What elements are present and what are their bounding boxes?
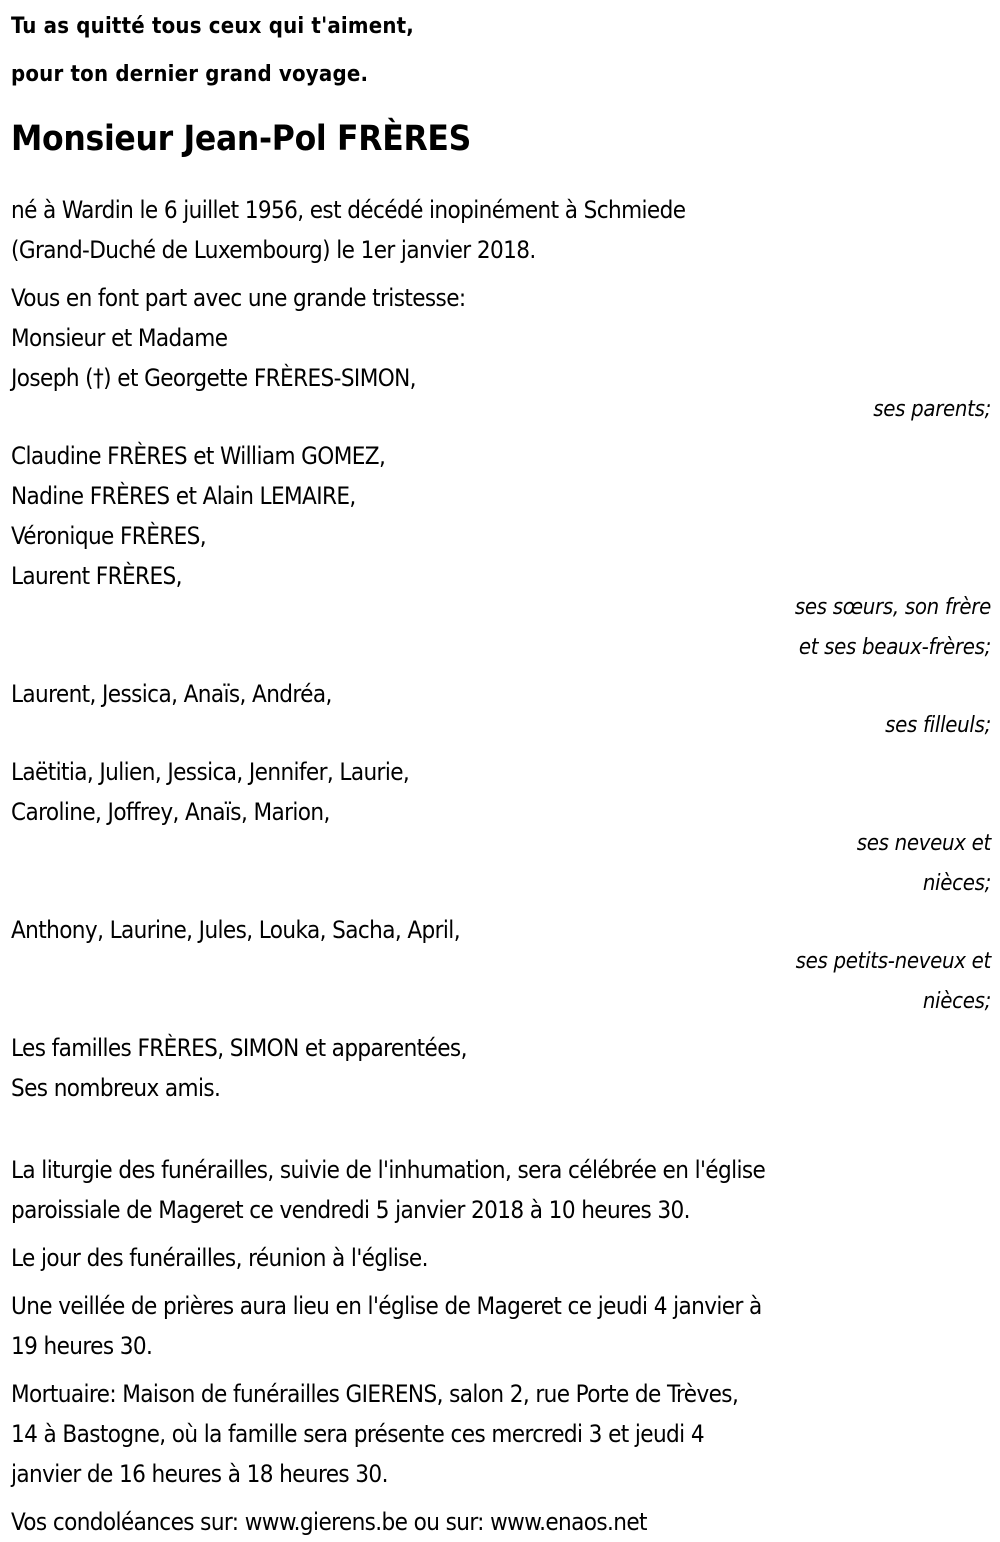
liturgy-line: La liturgie des funérailles, suivie de l'inhumation, sera célébrée en l'église bbox=[11, 1156, 766, 1184]
family-name-line: Laurent, Jessica, Anaïs, Andréa, bbox=[11, 680, 332, 708]
prayer-vigil bbox=[11, 1286, 991, 1366]
relation-line: et ses beaux-frères; bbox=[798, 635, 991, 660]
condolences-middle: ou sur: bbox=[407, 1508, 491, 1536]
birth-death-details bbox=[11, 190, 991, 270]
family-group-siblings bbox=[11, 436, 991, 596]
mortuary-line: janvier de 16 heures à 18 heures 30. bbox=[11, 1460, 388, 1488]
family-group-parents bbox=[11, 318, 991, 398]
condolences-line bbox=[11, 1502, 991, 1542]
relation-line: ses neveux et bbox=[856, 831, 991, 856]
announcement-line: Vous en font part avec une grande tristesse: bbox=[11, 284, 466, 312]
intro-line-2: (Grand-Duché de Luxembourg) le 1er janvier 2018. bbox=[11, 236, 536, 264]
deceased-name-title: Monsieur Jean-Pol FRÈRES bbox=[11, 119, 471, 159]
family-name-line: Joseph (†) et Georgette FRÈRES-SIMON, bbox=[11, 364, 416, 392]
relation-label-nephews-nieces bbox=[11, 824, 991, 904]
relation-line: ses filleuls; bbox=[885, 713, 991, 738]
family-name-line: Laurent FRÈRES, bbox=[11, 562, 182, 590]
closing-family bbox=[11, 1028, 991, 1108]
family-name-line: Véronique FRÈRES, bbox=[11, 522, 207, 550]
family-group-nephews-nieces bbox=[11, 752, 991, 832]
liturgy-line: paroissiale de Mageret ce vendredi 5 janvier 2018 à 10 heures 30. bbox=[11, 1196, 690, 1224]
vigil-line: 19 heures 30. bbox=[11, 1332, 153, 1360]
relation-line: ses sœurs, son frère bbox=[794, 595, 991, 620]
relation-line: nièces; bbox=[922, 871, 991, 896]
mortuary-info bbox=[11, 1374, 991, 1494]
relation-label-grand-nephews-nieces bbox=[11, 942, 991, 1022]
epigraph-line-1: Tu as quitté tous ceux qui t'aiment, bbox=[11, 14, 415, 39]
condolences-prefix: Vos condoléances sur: bbox=[11, 1508, 245, 1536]
vigil-line: Une veillée de prières aura lieu en l'église de Mageret ce jeudi 4 janvier à bbox=[11, 1292, 762, 1320]
family-name-line: Nadine FRÈRES et Alain LEMAIRE, bbox=[11, 482, 356, 510]
relation-line: ses petits-neveux et bbox=[795, 949, 991, 974]
family-name-line: Monsieur et Madame bbox=[11, 324, 228, 352]
epigraph-line-2: pour ton dernier grand voyage. bbox=[11, 62, 369, 87]
closing-family-line: Ses nombreux amis. bbox=[11, 1074, 221, 1102]
enaos-link[interactable]: www.enaos.net bbox=[490, 1508, 647, 1536]
intro-line-1: né à Wardin le 6 juillet 1956, est décédé inopinément à Schmiede bbox=[11, 196, 686, 224]
family-name-line: Caroline, Joffrey, Anaïs, Marion, bbox=[11, 798, 330, 826]
mortuary-line: Mortuaire: Maison de funérailles GIERENS, salon 2, rue Porte de Trèves, bbox=[11, 1380, 739, 1408]
funeral-meeting: Le jour des funérailles, réunion à l'église. bbox=[11, 1244, 428, 1272]
family-name-line: Claudine FRÈRES et William GOMEZ, bbox=[11, 442, 386, 470]
family-name-line: Laëtitia, Julien, Jessica, Jennifer, Laurie, bbox=[11, 758, 410, 786]
relation-label-siblings bbox=[11, 588, 991, 668]
family-name-line: Anthony, Laurine, Jules, Louka, Sacha, April, bbox=[11, 916, 460, 944]
funeral-liturgy bbox=[11, 1150, 991, 1230]
epigraph bbox=[11, 3, 991, 99]
gierens-link[interactable]: www.gierens.be bbox=[244, 1508, 408, 1536]
death-notice bbox=[11, 0, 991, 1542]
relation-line: nièces; bbox=[922, 989, 991, 1014]
mortuary-line: 14 à Bastogne, où la famille sera présente ces mercredi 3 et jeudi 4 bbox=[11, 1420, 704, 1448]
closing-family-line: Les familles FRÈRES, SIMON et apparentées, bbox=[11, 1034, 467, 1062]
relation-line: ses parents; bbox=[873, 397, 991, 422]
